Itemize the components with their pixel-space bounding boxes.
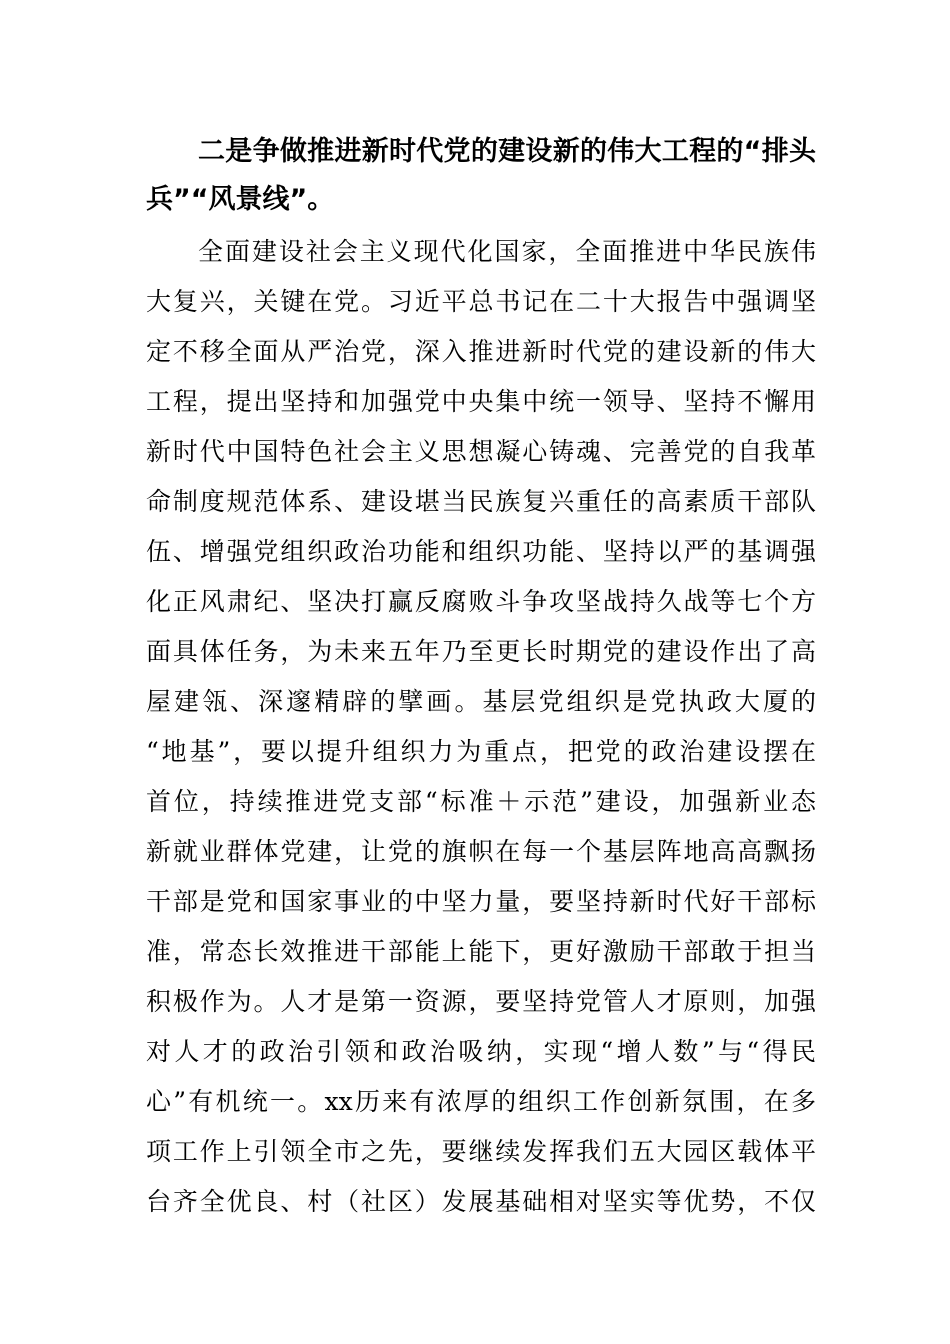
paragraph-line: 定不移全面从严治党，深入推进新时代党的建设新的伟大: [146, 337, 816, 366]
paragraph-line: 首位，持续推进党支部“标准＋示范”建设，加强新业态: [146, 787, 816, 816]
paragraph-line: 心”有机统一。xx历来有浓厚的组织工作创新氛围，在多: [146, 1087, 816, 1116]
section-heading: 二是争做推进新时代党的建设新的伟大工程的“排头兵”“风景线”。: [146, 136, 816, 215]
paragraph-line: “地基”，要以提升组织力为重点，把党的政治建设摆在: [146, 737, 816, 766]
paragraph-line: 新时代中国特色社会主义思想凝心铸魂、完善党的自我革: [146, 437, 816, 466]
paragraph-line: 化正风肃纪、坚决打赢反腐败斗争攻坚战持久战等七个方: [146, 587, 816, 616]
paragraph-line: 干部是党和国家事业的中坚力量，要坚持新时代好干部标: [146, 887, 816, 916]
paragraph-line: 对人才的政治引领和政治吸纳，实现“增人数”与“得民: [146, 1037, 816, 1066]
paragraph-line: 新就业群体党建，让党的旗帜在每一个基层阵地高高飘扬: [146, 837, 816, 866]
paragraph-line: 项工作上引领全市之先，要继续发挥我们五大园区载体平: [146, 1137, 816, 1166]
body-paragraph: [146, 227, 816, 1227]
paragraph-line: 伍、增强党组织政治功能和组织功能、坚持以严的基调强: [146, 537, 816, 566]
paragraph-line: 屋建瓴、深邃精辟的擘画。基层党组织是党执政大厦的: [146, 687, 816, 716]
paragraph-line: 全面建设社会主义现代化国家，全面推进中华民族伟: [198, 237, 816, 266]
paragraph-line: 台齐全优良、村（社区）发展基础相对坚实等优势，不仅: [146, 1187, 816, 1216]
paragraph-line: 大复兴，关键在党。习近平总书记在二十大报告中强调坚: [146, 287, 816, 316]
paragraph-line: 工程，提出坚持和加强党中央集中统一领导、坚持不懈用: [146, 387, 816, 416]
paragraph-line: 命制度规范体系、建设堪当民族复兴重任的高素质干部队: [146, 487, 816, 516]
paragraph-line: 积极作为。人才是第一资源，要坚持党管人才原则，加强: [146, 987, 816, 1016]
paragraph-line: 面具体任务，为未来五年乃至更长时期党的建设作出了高: [146, 637, 816, 666]
paragraph-line: 准，常态长效推进干部能上能下，更好激励干部敢于担当: [146, 937, 816, 966]
